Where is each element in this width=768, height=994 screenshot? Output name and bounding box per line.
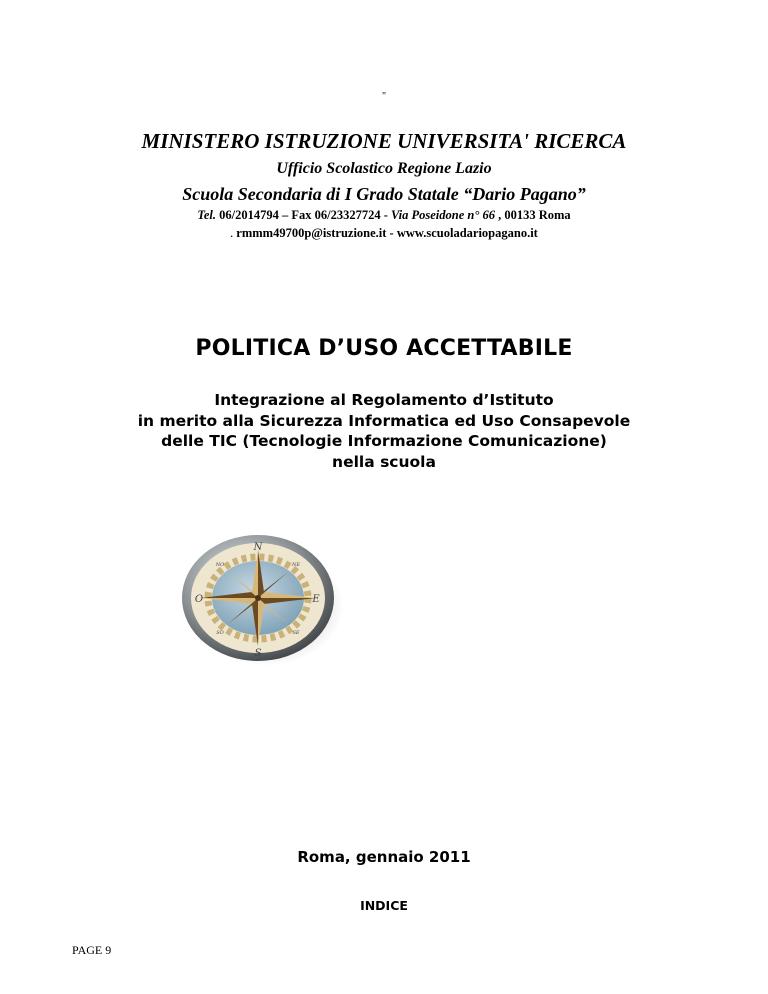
school-heading: Scuola Secondaria di I Grado Statale “Dario Pagano” [182, 184, 586, 204]
document-title: POLITICA D’USO ACCETTABILE [195, 336, 573, 361]
office-heading: Ufficio Scolastico Regione Lazio [276, 160, 492, 177]
compass-label-nw: NO [215, 562, 225, 568]
subtitle-line: nella scuola [332, 452, 436, 471]
ministry-heading: MINISTERO ISTRUZIONE UNIVERSITA' RICERCA [141, 129, 627, 153]
tel-label: Tel. [197, 208, 216, 222]
subtitle-line: in merito alla Sicurezza Informatica ed Uso Consapevole [137, 411, 631, 430]
compass-rose-image [176, 530, 344, 670]
document-subtitle [0, 390, 768, 472]
place-and-date: Roma, gennaio 2011 [297, 848, 471, 866]
contact-line [0, 208, 768, 223]
phone-fax: 06/2014794 – Fax 06/23327724 - [215, 208, 391, 222]
compass-letter-east: E [312, 594, 320, 605]
city: , 00133 Roma [494, 208, 571, 222]
compass-letter-south: S [254, 648, 262, 659]
compass-letter-north: N [253, 542, 263, 553]
compass-label-sw: SO [216, 630, 224, 636]
header-mark: " [381, 91, 387, 102]
email-and-website: rmmm49700p@istruzione.it - www.scuoladariopagano.it [236, 226, 538, 240]
compass-label-ne: NE [291, 562, 301, 568]
page-number: PAGE 9 [72, 943, 112, 957]
index-heading: INDICE [360, 898, 408, 913]
email-prefix: . [230, 226, 234, 240]
subtitle-line: delle TIC (Tecnologie Informazione Comunicazione) [161, 432, 607, 450]
compass-letter-west: O [194, 594, 204, 605]
subtitle-line: Integrazione al Regolamento d’Istituto [214, 391, 554, 409]
compass-label-se: SE [292, 630, 300, 636]
address: Via Poseidone n° 66 [390, 208, 495, 222]
email-web-line [0, 226, 768, 241]
